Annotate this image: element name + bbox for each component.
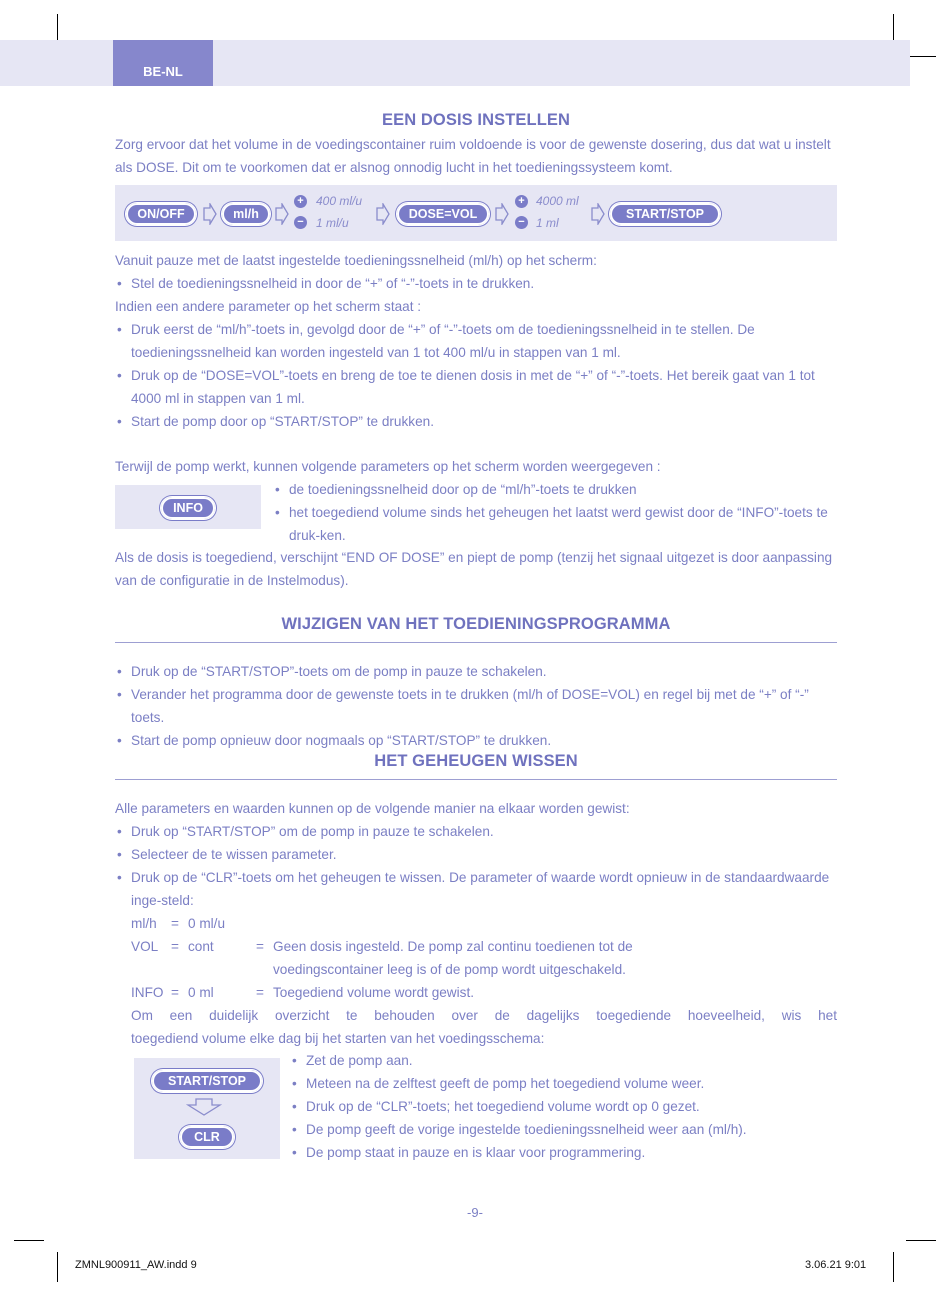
crop-mark — [906, 1240, 936, 1241]
list-item: • Druk op de “CLR”-toets; het toegediend volume wordt op 0 gezet. — [290, 1095, 837, 1118]
minus-icon: − — [515, 216, 528, 229]
list-item: • de toedieningssnelheid door op de “ml/h”-toets te drukken — [273, 478, 837, 501]
list-item: • Meteen na de zelftest geeft de pomp het toegediend volume weer. — [290, 1072, 837, 1095]
list-item: • Start de pomp door op “START/STOP” te drukken. — [115, 410, 837, 433]
start-stop-key: START/STOP — [609, 202, 721, 226]
crop-mark — [906, 56, 936, 57]
overview-text: Om een duidelijk overzicht te behouden over de dagelijks toegediende hoeveelheid, wis het — [131, 1008, 837, 1023]
rate-max: 400 ml/u — [316, 194, 363, 208]
reset-value: cont — [188, 939, 214, 954]
bullet-list — [115, 318, 837, 433]
minus-icon: − — [294, 216, 307, 229]
mlh-key: ml/h — [221, 202, 271, 226]
crop-mark — [14, 1240, 44, 1241]
list-item: • Zet de pomp aan. — [290, 1049, 837, 1072]
plus-icon: + — [294, 195, 307, 208]
arrow-right-icon — [275, 203, 289, 225]
start-stop-key: START/STOP — [151, 1069, 263, 1093]
footer-filename: ZMNL900911_AW.indd 9 — [75, 1259, 197, 1271]
clear-sequence-box — [134, 1058, 280, 1159]
pause-intro: Vanuit pauze met de laatst ingestelde toedieningssnelheid (ml/h) op het scherm: — [115, 253, 597, 268]
list-item: • Druk op de “DOSE=VOL”-toets en breng de toe te dienen dosis in met de “+” of “-”-toets. Het bereik gaat van 1 tot 4000 ml in stappen van 1 ml. — [115, 364, 837, 410]
list-item: • Selecteer de te wissen parameter. — [115, 843, 837, 866]
list-item: • De pomp geeft de vorige ingestelde toedieningssnelheid weer aan (ml/h). — [290, 1118, 837, 1141]
language-tab: BE-NL — [113, 40, 213, 86]
list-item: • Druk eerst de “ml/h”-toets in, gevolgd door de “+” of “-”-toets om de toedieningssnelheid in te stellen. De toedieningssnelheid kan worden ingesteld van 1 tot 400 ml/u in stappen van 1 ml. — [115, 318, 837, 364]
info-box — [115, 485, 261, 529]
reset-eq: = — [171, 939, 179, 954]
plus-icon: + — [515, 195, 528, 208]
reset-eq: = — [171, 916, 179, 931]
reset-row-vol — [115, 935, 837, 981]
list-item: • Verander het programma door de gewenste toets in te drukken (ml/h of DOSE=VOL) en regel bij met de “+” of “-” toets. — [115, 683, 837, 729]
footer-date: 3.06.21 9:01 — [805, 1259, 867, 1271]
arrow-right-icon — [376, 203, 390, 225]
section-dose-body — [115, 249, 837, 433]
info-bullets — [273, 478, 837, 547]
end-note-block — [115, 546, 837, 592]
arrow-down-icon — [186, 1098, 222, 1116]
section-title: EEN DOSIS INSTELLEN — [381, 111, 570, 129]
list-item: • het toegediend volume sinds het geheugen het laatst werd gewist door de “INFO”-toets te druk-ken. — [273, 501, 837, 547]
crop-mark — [57, 1252, 58, 1282]
reset-eq: = — [256, 939, 264, 954]
bullet-list — [115, 272, 837, 295]
reset-value: 0 ml — [188, 985, 214, 1000]
section-change-program — [115, 615, 837, 752]
running-intro: Terwijl de pomp werkt, kunnen volgende parameters op het scherm worden weergegeven : — [115, 459, 661, 474]
running-intro-block — [115, 455, 837, 478]
rate-min: 1 ml/u — [316, 216, 349, 230]
section-title: WIJZIGEN VAN HET TOEDIENINGSPROGRAMMA — [281, 615, 671, 633]
reset-eq: = — [171, 985, 179, 1000]
section-dose — [115, 111, 837, 179]
overview-text-2: toegediend volume elke dag bij het starten van het voedingsschema: — [131, 1031, 545, 1046]
section-divider — [115, 779, 837, 780]
crop-mark — [893, 1252, 894, 1282]
reset-key: VOL — [131, 939, 159, 954]
reset-key: INFO — [131, 985, 164, 1000]
reset-row-info — [115, 981, 837, 1004]
arrow-right-icon — [203, 203, 217, 225]
reset-row-mlh — [115, 912, 837, 935]
section-divider — [115, 642, 837, 643]
bullet-list — [115, 820, 837, 912]
list-item: • Druk op “START/STOP” om de pomp in pauze te schakelen. — [115, 820, 837, 843]
clear-intro: Alle parameters en waarden kunnen op de volgende manier na elkaar worden gewist: — [115, 801, 630, 816]
list-item: • Druk op de “START/STOP”-toets om de pomp in pauze te schakelen. — [115, 660, 837, 683]
arrow-right-icon — [495, 203, 509, 225]
list-item: • De pomp staat in pauze en is klaar voor programmering. — [290, 1141, 837, 1164]
reset-desc: Geen dosis ingesteld. De pomp zal continu toedienen tot de voedingscontainer leeg is of de pomp wordt uitgeschakeld. — [273, 939, 633, 977]
arrow-right-icon — [591, 203, 605, 225]
list-item: • Druk op de “CLR”-toets om het geheugen te wissen. De parameter of waarde wordt opnieuw in de standaardwaarde inge-steld: — [115, 866, 837, 912]
info-key: INFO — [160, 496, 216, 520]
reset-value: 0 ml/u — [188, 916, 226, 931]
list-item: • Stel de toedieningssnelheid in door de “+” of “-”-toets in te drukken. — [115, 272, 837, 295]
intro-text: Zorg ervoor dat het volume in de voedingscontainer ruim voldoende is voor de gewenste dosering, dus dat wat u instelt als DOSE. Dit om te voorkomen dat er alsnog onnodig lucht in het toedieningssysteem komt. — [115, 137, 831, 175]
key-sequence-diagram — [115, 185, 837, 241]
clear-steps — [290, 1049, 837, 1164]
clr-key: CLR — [179, 1125, 235, 1149]
dose-vol-key: DOSE=VOL — [396, 202, 490, 226]
end-note: Als de dosis is toegediend, verschijnt “END OF DOSE” en piept de pomp (tenzij het signaal uitgezet is door aanpassing van de configuratie in de Instelmodus). — [115, 550, 833, 588]
section-title: HET GEHEUGEN WISSEN — [374, 752, 578, 770]
dose-min: 1 ml — [536, 216, 559, 230]
reset-desc: Toegediend volume wordt gewist. — [273, 985, 474, 1000]
bullet-list — [115, 660, 837, 752]
other-param-text: Indien een andere parameter op het scherm staat : — [115, 299, 422, 314]
section-clear-memory — [115, 752, 837, 1050]
page-number: -9- — [467, 1205, 483, 1220]
list-item: • Start de pomp opnieuw door nogmaals op “START/STOP” te drukken. — [115, 729, 837, 752]
on-off-key: ON/OFF — [125, 202, 197, 226]
reset-key: ml/h — [131, 916, 157, 931]
reset-eq: = — [256, 985, 264, 1000]
dose-max: 4000 ml — [536, 194, 579, 208]
